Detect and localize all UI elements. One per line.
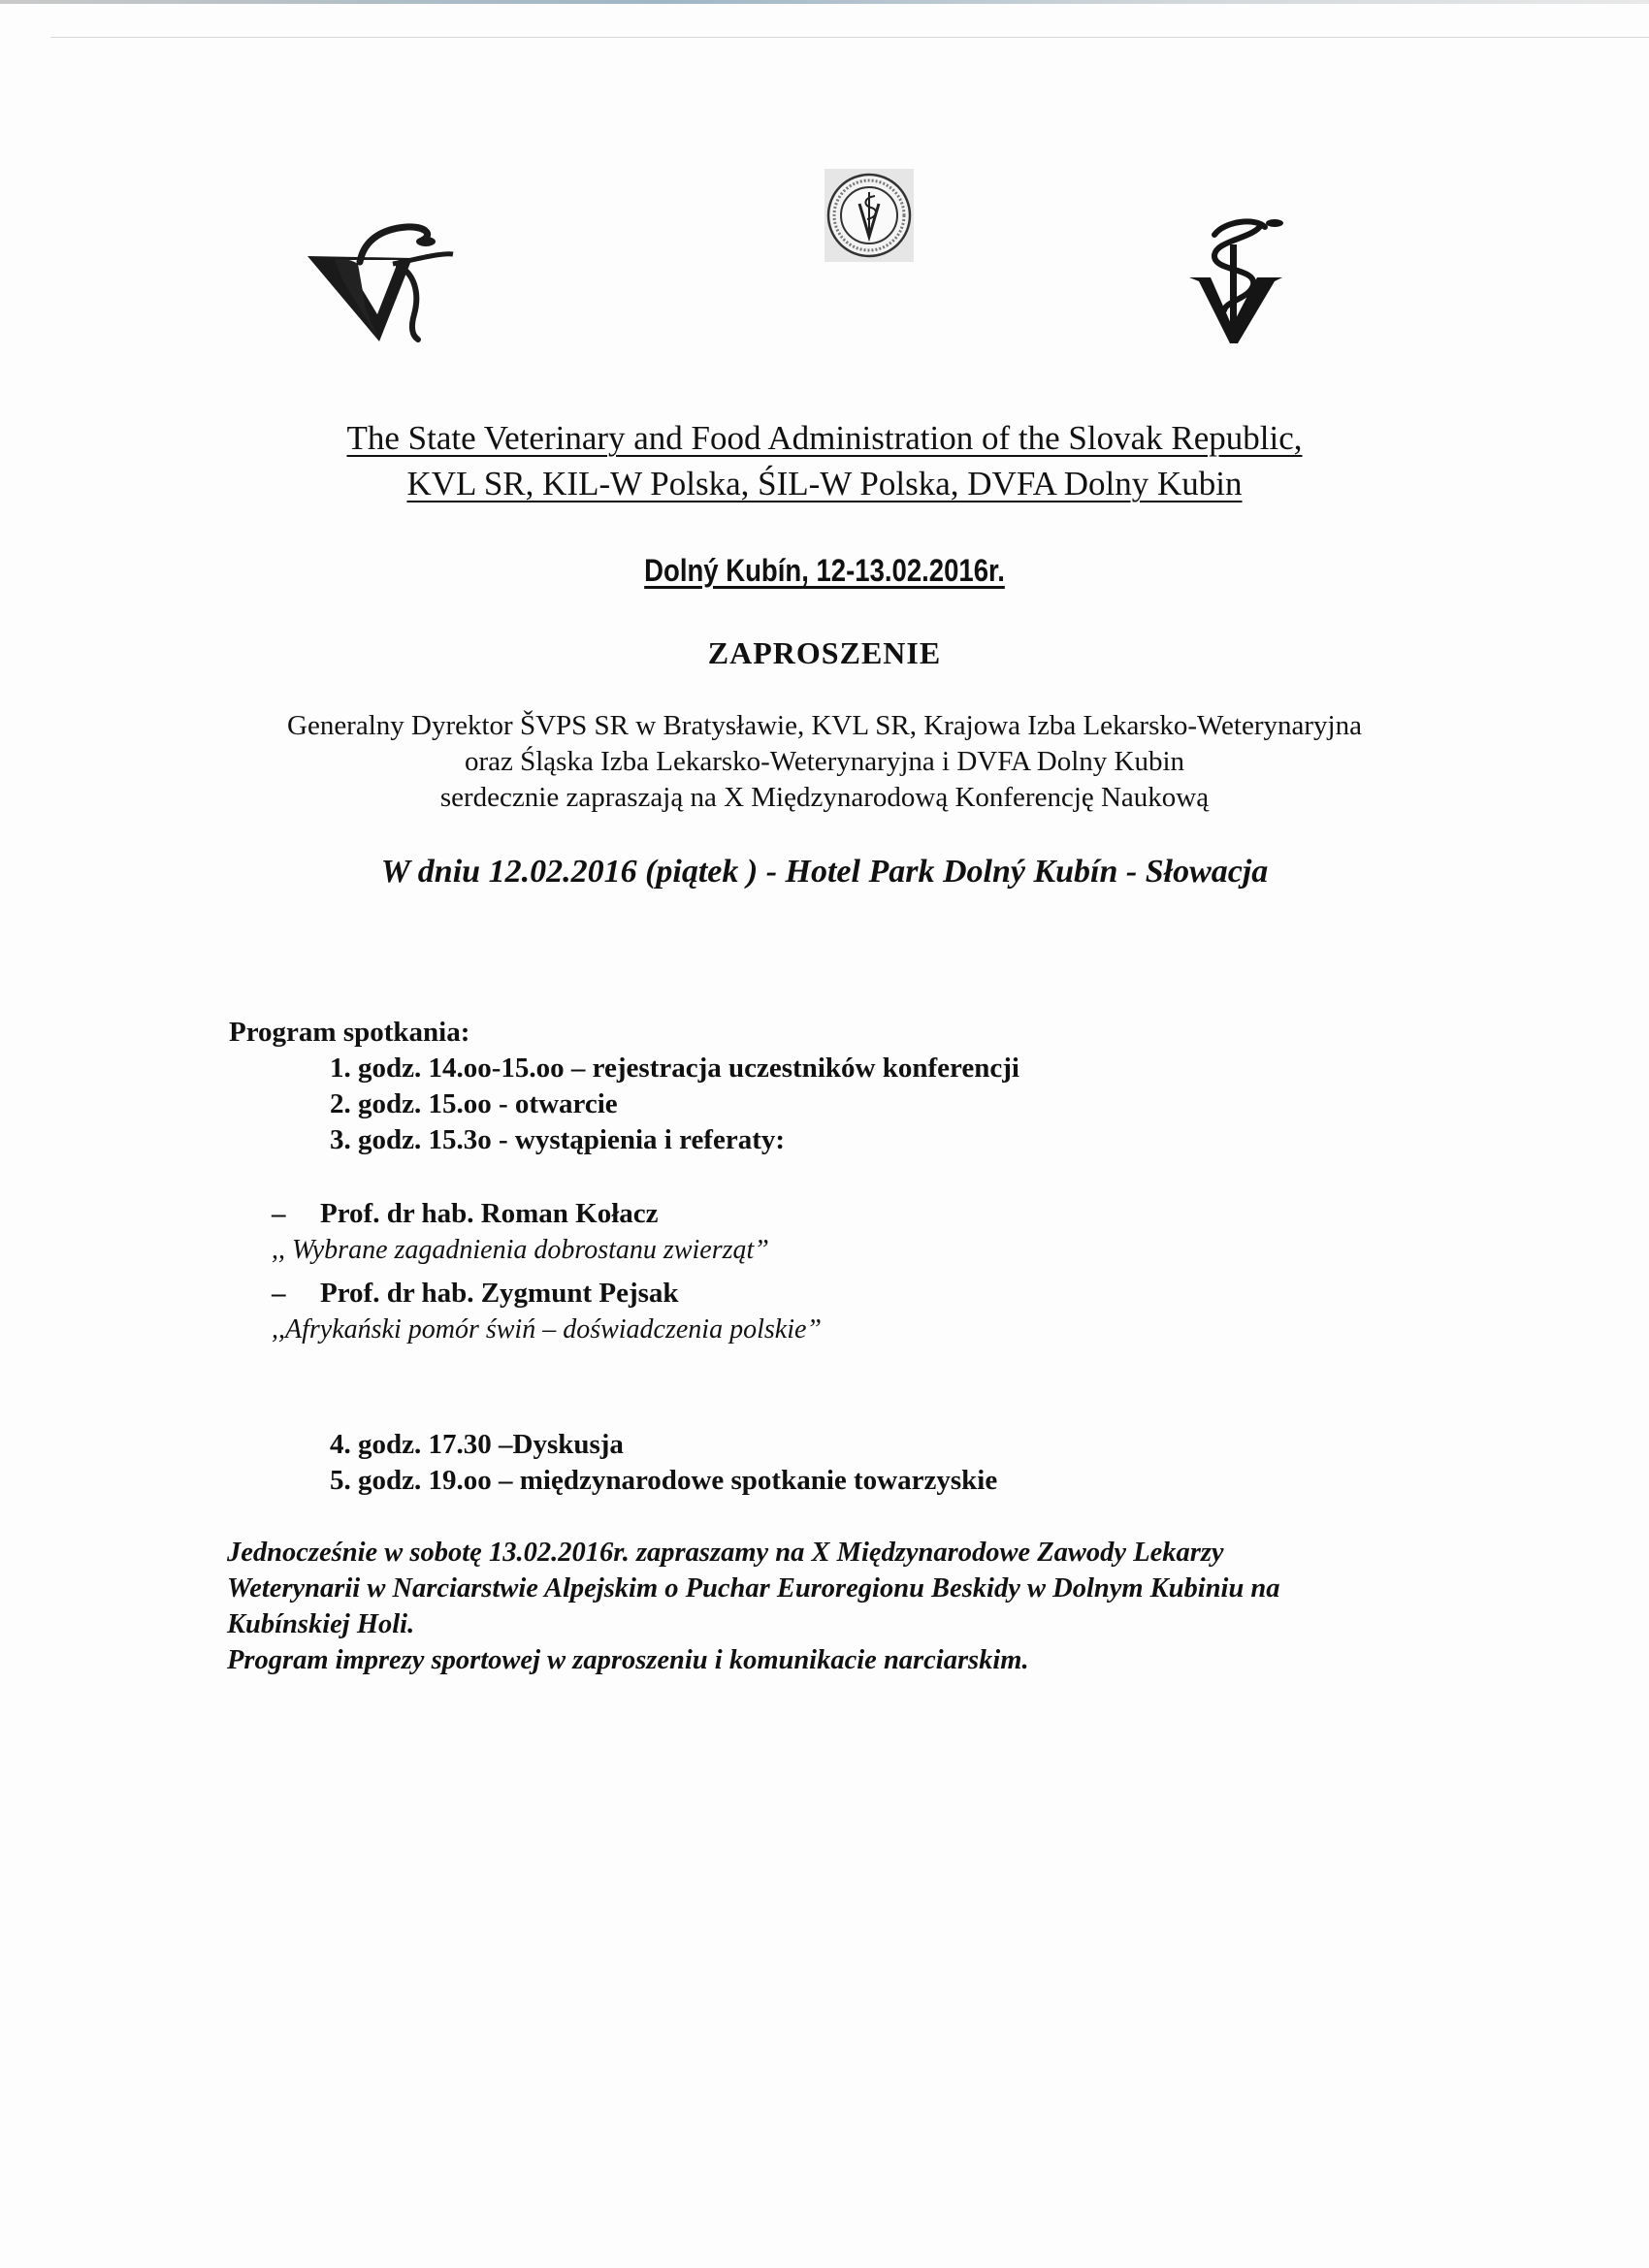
scan-edge-line: [50, 37, 1649, 38]
intro-line-2: oraz Śląska Izba Lekarsko-Weterynaryjna i DVFA Dolny Kubin: [464, 746, 1185, 777]
program-item: 3. godz. 15.3o - wystąpienia i referaty:: [330, 1124, 786, 1155]
scan-edge-shadow: [0, 0, 1649, 4]
program-item: 1. godz. 14.oo-15.oo – rejestracja uczestników konferencji: [330, 1053, 1019, 1084]
round-veterinary-seal-icon: [824, 169, 914, 262]
intro-line-3: serdecznie zapraszają na X Międzynarodową Konferencję Naukową: [439, 782, 1210, 813]
intro-line-1: Generalny Dyrektor ŠVPS SR w Bratysławie, KVL SR, Krajowa Izba Lekarsko-Weterynaryjna: [287, 710, 1362, 741]
place-and-date: Dolný Kubín, 12-13.02.2016r.: [644, 553, 1005, 588]
program-item: 5. godz. 19.oo – międzynarodowe spotkanie towarzyskie: [330, 1465, 998, 1496]
organizations-header-line-2: KVL SR, KIL-W Polska, ŚIL-W Polska, DVFA Dolny Kubin: [406, 465, 1243, 502]
invitation-title: ZAPROSZENIE: [707, 635, 942, 670]
closing-line-3: Kubínskiej Holi.: [227, 1609, 415, 1639]
list-dash: –: [272, 1198, 286, 1229]
speaker-name: Prof. dr hab. Roman Kołacz: [320, 1198, 659, 1229]
closing-line-1: Jednocześnie w sobotę 13.02.2016r. zapraszamy na X Międzynarodowe Zawody Lekarzy: [227, 1538, 1224, 1568]
program-item: 2. godz. 15.oo - otwarcie: [330, 1088, 618, 1119]
closing-line-4: Program imprezy sportowej w zaproszeniu i komunikacie narciarskim.: [227, 1645, 1029, 1675]
talk-title: ,, Wybrane zagadnienia dobrostanu zwierząt”: [272, 1235, 769, 1265]
event-date-and-venue: W dniu 12.02.2016 (piątek ) - Hotel Park Dolný Kubín - Słowacja: [380, 854, 1269, 890]
speaker-name: Prof. dr hab. Zygmunt Pejsak: [320, 1278, 679, 1309]
program-heading: Program spotkania:: [229, 1017, 470, 1048]
list-dash: –: [272, 1278, 286, 1309]
closing-line-2: Weterynarii w Narciarstwie Alpejskim o Puchar Euroregionu Beskidy w Dolnym Kubiniu na: [227, 1573, 1280, 1604]
talk-title: ,,Afrykański pomór świń – doświadczenia polskie”: [272, 1314, 822, 1345]
staff-and-v-icon: [1185, 217, 1292, 343]
organizations-header-line-1: The State Veterinary and Food Administration of the Slovak Republic,: [346, 419, 1303, 457]
veterinary-v-snake-icon: [306, 221, 461, 345]
program-item: 4. godz. 17.30 –Dyskusja: [330, 1429, 624, 1460]
